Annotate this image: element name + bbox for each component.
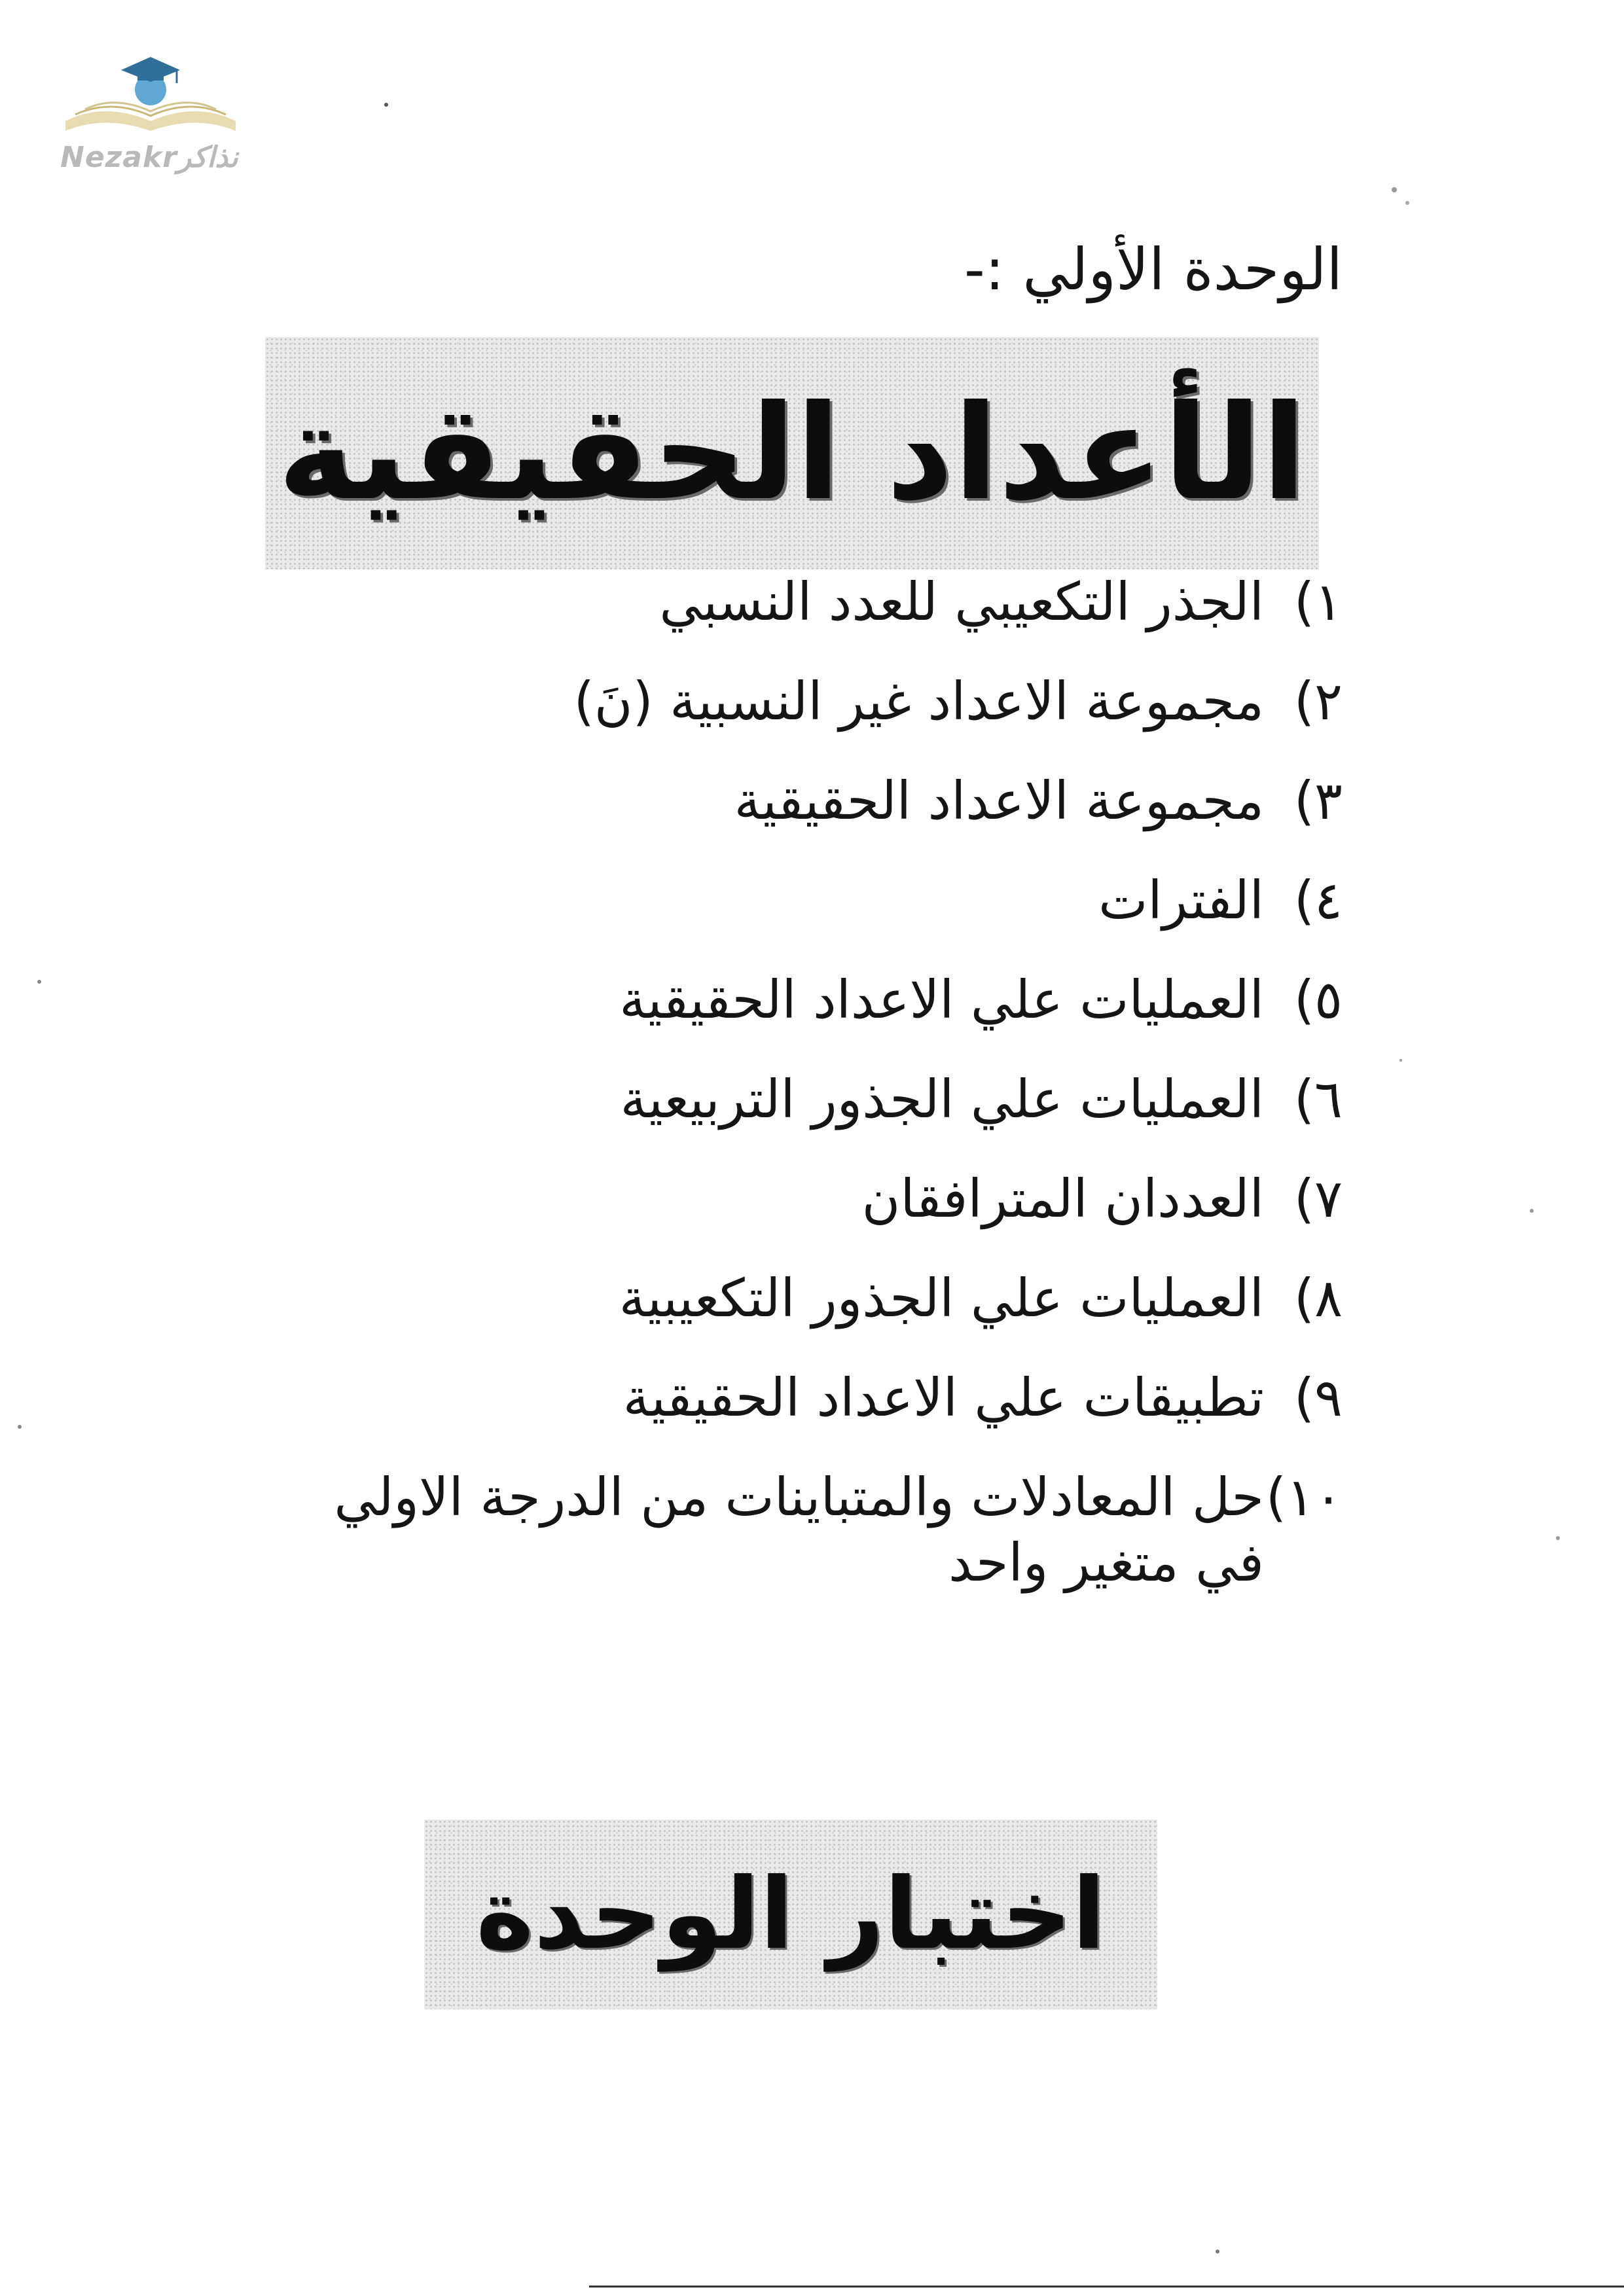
lesson-item [262,1067,1343,1166]
lesson-number: ٧) [1293,1168,1343,1229]
lesson-item [262,967,1343,1067]
unit-heading: الوحدة الأولي :- [964,236,1343,303]
lesson-item [262,1465,1343,1615]
unit-test-banner [424,1820,1157,2009]
lesson-item [262,1266,1343,1365]
graduate-book-icon [52,49,249,147]
unit-test-label: اختبار الوحدة [476,1857,1106,1971]
lesson-title: حل المعادلات والمتباينات من الدرجة الاولي في متغير واحد [334,1467,1264,1593]
page-title: الأعداد الحقيقية [278,377,1307,529]
lesson-number: ٤) [1293,870,1343,931]
lesson-item [262,868,1343,967]
lesson-item [262,669,1343,768]
lesson-title: العمليات علي الجذور التربيعية [620,1069,1264,1130]
lesson-item [262,569,1343,669]
lesson-number: ٦) [1293,1069,1343,1130]
lesson-title: تطبيقات علي الاعداد الحقيقية [623,1367,1264,1428]
title-banner [265,337,1319,569]
lesson-number: ٣) [1293,770,1343,831]
lesson-title: العمليات علي الاعداد الحقيقية [619,969,1264,1030]
lesson-item [262,1166,1343,1266]
lesson-number: ٢) [1293,671,1343,732]
lesson-number: ٨) [1293,1268,1343,1329]
lesson-number: ١) [1293,571,1343,632]
lesson-title: مجموعة الاعداد الحقيقية [734,770,1264,831]
lesson-number: ٥) [1293,969,1343,1030]
lesson-item [262,1365,1343,1465]
lesson-title: مجموعة الاعداد غير النسبية (نَ) [573,671,1264,732]
lesson-title: العددان المترافقان [861,1168,1264,1229]
logo-text: Nezakrنذاكر [60,141,238,174]
lesson-title: العمليات علي الجذور التكعيبية [619,1268,1264,1329]
lesson-item [262,768,1343,868]
lesson-title: الجذر التكعيبي للعدد النسبي [659,571,1264,632]
lesson-number: ٩) [1293,1367,1343,1428]
lesson-list [262,569,1343,1615]
lesson-number: ١٠) [1265,1467,1343,1528]
logo [52,49,249,187]
page-edge-line [589,2286,1624,2287]
lesson-title: الفترات [1098,870,1264,931]
